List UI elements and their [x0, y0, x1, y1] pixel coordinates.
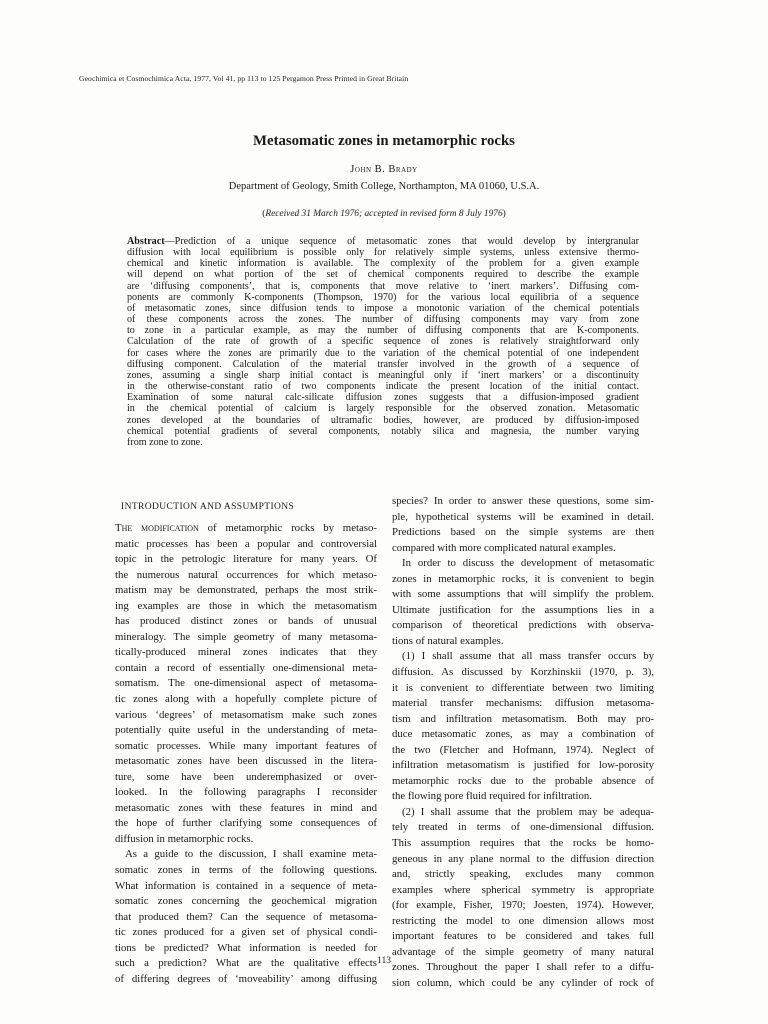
received-close-paren: )	[502, 209, 506, 219]
body-line	[115, 521, 377, 537]
abstract-line: will depend on what portion of the set of chemical components required to describe the example	[127, 269, 639, 281]
body-line: somatism. The one-dimensional aspect of metasoma-	[115, 677, 377, 690]
body-line: metasomatic zones have been discussed in the litera-	[115, 755, 377, 768]
abstract-line: in the otherwise-constant ratio of two components indicate the present location of the initial contact.	[127, 381, 639, 393]
body-line: duce metasomatic zones, as may a combination of	[392, 728, 654, 741]
article-title: Metasomatic zones in metamorphic rocks	[253, 133, 515, 149]
body-line: species? In order to answer these questions, some sim-	[392, 495, 654, 507]
body-line: various ‘degrees’ of metasomatism make such zones	[115, 708, 377, 721]
body-line: restricting the model to one dimension allows most	[392, 914, 654, 927]
body-line: (2) I shall assume that the problem may be adequa-	[402, 805, 654, 818]
body-line: tic zones along with a hopefully complete picture of	[115, 693, 377, 706]
body-line: diffusion. As discussed by Korzhinskii (1970, p. 3),	[392, 666, 654, 679]
body-line: looked. In the following paragraphs I reconsider	[115, 786, 377, 799]
accepted-date: 8 July 1976	[456, 209, 503, 219]
abstract-line: Calculation of the rate of growth of a specific sequence of zones is relatively straightforward only	[127, 336, 639, 348]
abstract-line: are ‘diffusing components’, that is, components that move relative to ‘inert markers’. Diffusing com-	[127, 280, 639, 292]
body-column-right	[392, 494, 654, 992]
abstract-line: ponents are commonly K-components (Thompson, 1970) for the various local equilibria of a sequence	[127, 291, 639, 303]
body-line: compared with more complicated natural examples.	[392, 541, 616, 554]
body-line: somatic zones concerning the geochemical migration	[115, 895, 377, 908]
author-name: John B. Brady	[350, 164, 418, 175]
body-line: material transfer mechanisms: diffusion metasoma-	[392, 697, 654, 710]
body-line: topic in the petrologic literature for many years. Of	[115, 553, 377, 566]
body-line: ture, some have been underemphasized or over-	[115, 770, 377, 783]
body-line: ple, hypothetical systems will be examined in detail.	[392, 510, 654, 523]
abstract	[127, 236, 639, 448]
body-line: (1) I shall assume that all mass transfer occurs by	[402, 650, 654, 663]
abstract-line	[127, 236, 639, 247]
abstract-line: in the chemical potential of calcium is largely responsible for the observed zonation. Metasomatic	[127, 403, 639, 415]
body-line: In order to discuss the development of metasomatic	[402, 557, 654, 570]
body-line: geneous in any plane normal to the diffusion direction	[392, 852, 654, 865]
body-line: matic processes has been a popular and controversial	[115, 537, 377, 550]
abstract-line: from zone to zone.	[127, 436, 203, 448]
body-line: has produced distinct zones or bands of unusual	[115, 615, 377, 628]
body-line: What information is contained in a sequence of meta-	[115, 879, 377, 892]
abstract-line: diffusing component. Calculation of the material transfer involved in the growth of a sequence of	[127, 358, 639, 370]
body-column-left	[115, 521, 377, 987]
lead-smallcaps: The modification	[115, 522, 199, 534]
lead-rest: of metamorphic rocks by metaso-	[198, 522, 377, 534]
abstract-line: chemical and kinetic information is available. The complexity of the problem for a given example	[127, 258, 639, 270]
body-line: it is convenient to differentiate between two limiting	[392, 681, 654, 694]
body-line: diffusion in metamorphic rocks.	[115, 832, 254, 845]
body-line: tism and infiltration metasomatism. Both may pro-	[392, 712, 654, 725]
abstract-line: zones, assuming a single sharp initial contact is meaningful only if ‘inert markers’ or a discontinuity	[127, 369, 639, 381]
body-line: mineralogy. The simple geometry of many metasoma-	[115, 630, 377, 643]
body-line: of differing degrees of ‘moveability’ among diffusing	[115, 972, 377, 985]
body-line: sion column, which could be any cylinder of rock of	[392, 976, 654, 989]
received-label: Received	[265, 209, 300, 219]
body-line: ing examples are those in which the metasomatism	[115, 599, 377, 612]
body-line: somatic processes. While many important features of	[115, 739, 377, 752]
body-line: zones in metamorphic rocks, it is convenient to begin	[392, 572, 654, 585]
body-line: potentially quite useful in the understanding of meta-	[115, 724, 377, 737]
body-line: the hope of further clarifying some consequences of	[115, 817, 377, 830]
page-number: 113	[377, 956, 391, 966]
abstract-line-text: —Prediction of a unique sequence of metasomatic zones that would develop by intergranular	[164, 236, 639, 247]
body-line: that produced them? Can the sequence of metasoma-	[115, 910, 377, 923]
body-line: tely treated in terms of one-dimensional diffusion.	[392, 821, 654, 834]
body-line: metasomatic zones with these features in mind and	[115, 801, 377, 814]
body-line: metamorphic rocks due to the probable absence of	[392, 774, 654, 787]
body-line: This assumption requires that the rocks be homo-	[392, 837, 654, 850]
body-line: tically-produced mineral zones indicates that they	[115, 646, 377, 659]
body-line: infiltration metasomatism is justified for low-porosity	[392, 759, 654, 772]
body-line: tions be predicted? What information is needed for	[115, 941, 377, 954]
body-line: zones. Throughout the paper I shall refer to a diffu-	[392, 961, 654, 974]
body-line: comparison of theoretical predictions with observa-	[392, 619, 654, 632]
abstract-line: diffusion with local equilibrium is possible only for relatively simple systems, unless extensive thermo-	[127, 247, 639, 259]
abstract-line: of metasomatic zones, since diffusion tends to impose a monotonic variation of the chemical potentials	[127, 302, 639, 314]
abstract-line: of these components across the zones. The number of diffusing components may vary from zone	[127, 314, 639, 326]
body-line: somatic zones in terms of the following questions.	[115, 864, 377, 877]
body-line: important features to be considered and takes full	[392, 930, 654, 943]
abstract-line: to zone in a particular example, as may the number of diffusing components that are K-components.	[127, 325, 639, 337]
abstract-line: zones developed at the boundaries of ultramafic bodies, however, are produced by diffusion-imposed	[127, 414, 639, 426]
accepted-label: accepted in revised form	[364, 209, 457, 219]
body-line: the flowing pore fluid required for infiltration.	[392, 790, 592, 803]
body-line: (for example, Fisher, 1970; Joesten, 1974). However,	[392, 899, 654, 912]
body-line: such a prediction? What are the qualitative effects	[115, 957, 377, 970]
body-line: matism may be demonstrated, perhaps the most strik-	[115, 584, 377, 597]
body-line: Ultimate justification for the assumptions lies in a	[392, 603, 654, 616]
body-line: the numerous natural occurrences for which metaso-	[115, 568, 377, 581]
body-line: and, strictly speaking, excludes many common	[392, 868, 654, 881]
body-line: tions of natural examples.	[392, 634, 504, 647]
body-line: contain a record of essentially one-dimensional meta-	[115, 661, 377, 674]
body-line: advantage of the simple geometry of many natural	[392, 945, 654, 958]
abstract-line: for cases where the zones are primarily due to the variation of the chemical potential of one independent	[127, 347, 639, 359]
body-line: tic zones produced for a given set of physical condi-	[115, 926, 377, 939]
body-line: examples where spherical symmetry is appropriate	[392, 883, 654, 896]
received-date: 31 March 1976;	[299, 209, 365, 219]
body-line: the two (Fletcher and Hofmann, 1974). Neglect of	[392, 743, 654, 756]
abstract-line: chemical potential gradients of several components, notably silica and magnesia, the number varying	[127, 425, 639, 437]
body-line: with some assumptions that will simplify the problem.	[392, 588, 654, 601]
received-open-paren: (	[262, 209, 266, 219]
body-line: Predictions based on the simple systems are then	[392, 526, 654, 539]
body-line: As a guide to the discussion, I shall examine meta-	[125, 848, 377, 861]
abstract-label: Abstract	[127, 236, 165, 247]
running-header: Geochimica et Cosmochimica Acta, 1977, Vol 41, pp 113 to 125 Pergamon Press Printed in Great Britain	[79, 74, 409, 83]
author-affiliation: Department of Geology, Smith College, Northampton, MA 01060, U.S.A.	[228, 181, 540, 192]
received-dates	[0, 209, 768, 219]
section-heading: INTRODUCTION AND ASSUMPTIONS	[121, 502, 295, 512]
abstract-line: Examination of some natural calc-silicate diffusion zones suggests that a diffusion-imposed gradient	[127, 392, 639, 404]
